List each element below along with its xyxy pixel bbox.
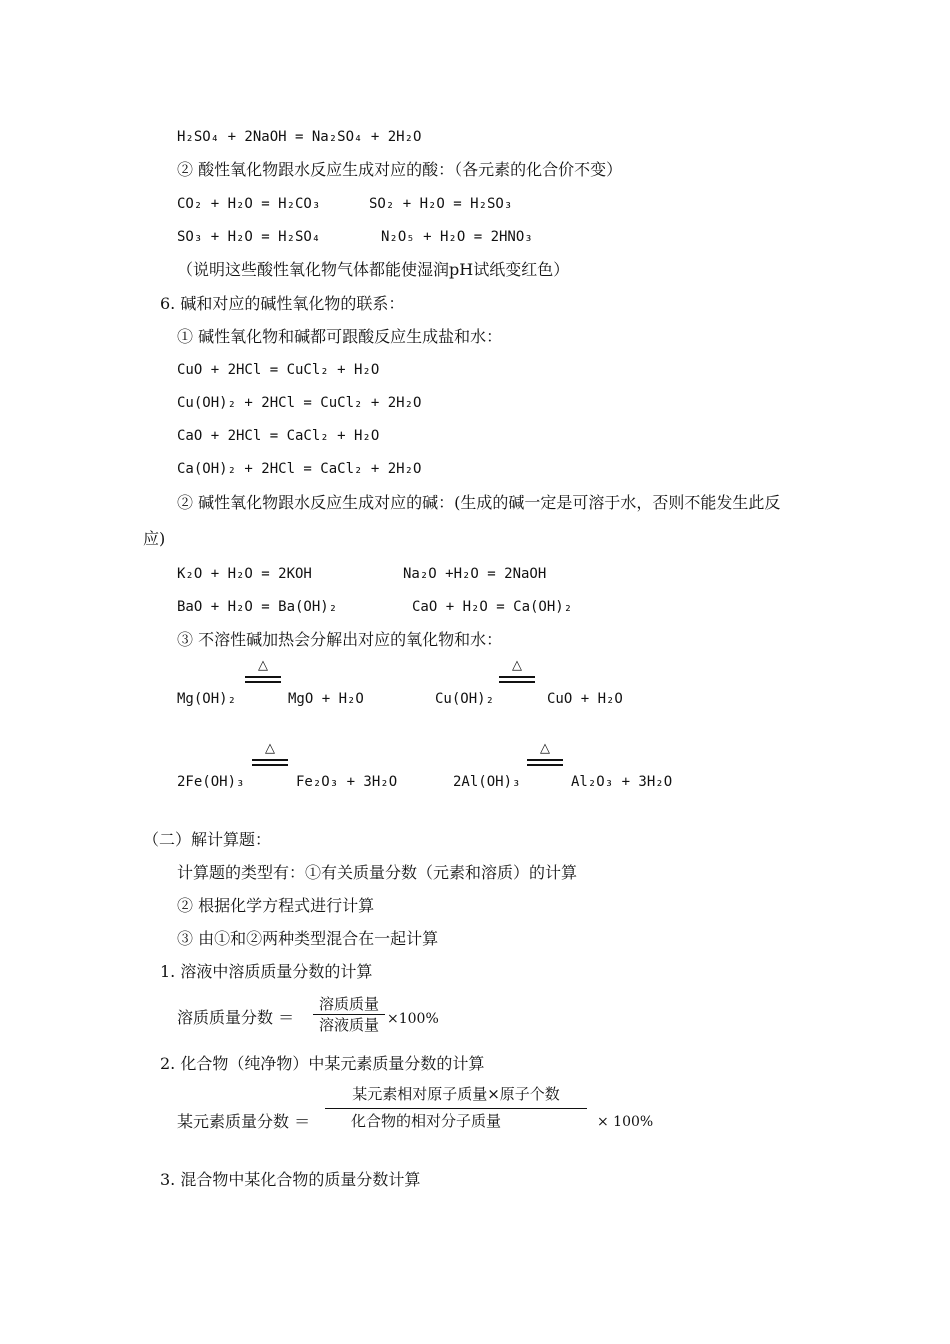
formula-1-label: 溶质质量分数 ＝ <box>177 1008 295 1027</box>
eq-h2so4-naoh: H₂SO₄ + 2NaOH = Na₂SO₄ + 2H₂O <box>177 129 422 145</box>
eq-cuoh2-hcl: Cu(OH)₂ + 2HCl = CuCl₂ + 2H₂O <box>177 395 422 411</box>
aloh3-products: Al₂O₃ + 3H₂O <box>571 774 673 790</box>
mgoh2-products: MgO + H₂O <box>288 691 364 707</box>
equals-bar <box>245 681 281 683</box>
calc-types: 计算题的类型有：①有关质量分数（元素和溶质）的计算 <box>177 863 578 882</box>
equals-bar <box>499 676 535 678</box>
triangle-icon: △ <box>265 741 275 756</box>
eq-cao-hcl: CaO + 2HCl = CaCl₂ + H₂O <box>177 428 380 444</box>
formula-2-denominator: 化合物的相对分子质量 <box>351 1112 502 1130</box>
triangle-icon: △ <box>258 658 268 673</box>
heat-sign <box>527 742 563 766</box>
calc-type-3: ③ 由①和②两种类型混合在一起计算 <box>177 929 439 948</box>
formula-2-numerator: 某元素相对原子质量×原子个数 <box>325 1085 587 1109</box>
triangle-icon: △ <box>512 658 522 673</box>
eq-k2o-h2o: K₂O + H₂O = 2KOH <box>177 566 312 582</box>
heat-sign <box>252 742 288 766</box>
equals-bar <box>499 681 535 683</box>
formula-2-tail: × 100% <box>597 1114 654 1130</box>
formula-1-numerator: 溶质质量 <box>313 995 385 1015</box>
base-oxide-acid-heading: ① 碱性氧化物和碱都可跟酸反应生成盐和水： <box>177 327 503 346</box>
equals-bar <box>527 759 563 761</box>
subsection-2-heading: 2. 化合物（纯净物）中某元素质量分数的计算 <box>160 1054 485 1073</box>
acid-oxide-heading: ② 酸性氧化物跟水反应生成对应的酸：（各元素的化合价不变） <box>177 160 623 179</box>
acid-oxide-note: （说明这些酸性氧化物气体都能使湿润pH试纸变红色） <box>177 260 570 279</box>
formula-1-denominator: 溶液质量 <box>318 1016 379 1034</box>
formula-1-fraction <box>313 995 385 1034</box>
aloh3-reactant: 2Al(OH)₃ <box>453 774 521 790</box>
section-2-heading: （二）解计算题： <box>143 830 272 849</box>
feoh3-reactant: 2Fe(OH)₃ <box>177 774 245 790</box>
eq-bao-h2o: BaO + H₂O = Ba(OH)₂ <box>177 599 338 615</box>
section-6-heading: 6. 碱和对应的碱性氧化物的联系： <box>160 294 405 313</box>
heat-sign <box>499 659 535 683</box>
eq-co2-h2o: CO₂ + H₂O = H₂CO₃ <box>177 196 321 212</box>
formula-2-fraction <box>325 1085 587 1130</box>
cuoh2-products: CuO + H₂O <box>547 691 623 707</box>
cuoh2-reactant: Cu(OH)₂ <box>435 691 495 707</box>
equals-bar <box>252 764 288 766</box>
base-oxide-water-heading-cont: 应) <box>143 529 166 548</box>
eq-cao-h2o: CaO + H₂O = Ca(OH)₂ <box>412 599 573 615</box>
eq-na2o-h2o: Na₂O +H₂O = 2NaOH <box>403 566 547 582</box>
eq-cuo-hcl: CuO + 2HCl = CuCl₂ + H₂O <box>177 362 380 378</box>
heat-sign <box>245 659 281 683</box>
eq-n2o5-h2o: N₂O₅ + H₂O = 2HNO₃ <box>381 229 533 245</box>
equals-bar <box>245 676 281 678</box>
equals-bar <box>252 759 288 761</box>
subsection-1-heading: 1. 溶液中溶质质量分数的计算 <box>160 962 373 981</box>
equals-bar <box>527 764 563 766</box>
eq-so3-h2o: SO₃ + H₂O = H₂SO₄ <box>177 229 321 245</box>
base-oxide-water-heading: ② 碱性氧化物跟水反应生成对应的碱：(生成的碱一定是可溶于水，否则不能发生此反 <box>177 493 781 512</box>
mgoh2-reactant: Mg(OH)₂ <box>177 691 237 707</box>
formula-2-label: 某元素质量分数 ＝ <box>177 1112 311 1131</box>
eq-caoh2-hcl: Ca(OH)₂ + 2HCl = CaCl₂ + 2H₂O <box>177 461 422 477</box>
feoh3-products: Fe₂O₃ + 3H₂O <box>296 774 398 790</box>
triangle-icon: △ <box>540 741 550 756</box>
eq-so2-h2o: SO₂ + H₂O = H₂SO₃ <box>369 196 513 212</box>
calc-type-2: ② 根据化学方程式进行计算 <box>177 896 375 915</box>
formula-1-tail: ×100% <box>387 1011 439 1027</box>
subsection-3-heading: 3. 混合物中某化合物的质量分数计算 <box>160 1170 421 1189</box>
insoluble-base-heading: ③ 不溶性碱加热会分解出对应的氧化物和水： <box>177 630 503 649</box>
